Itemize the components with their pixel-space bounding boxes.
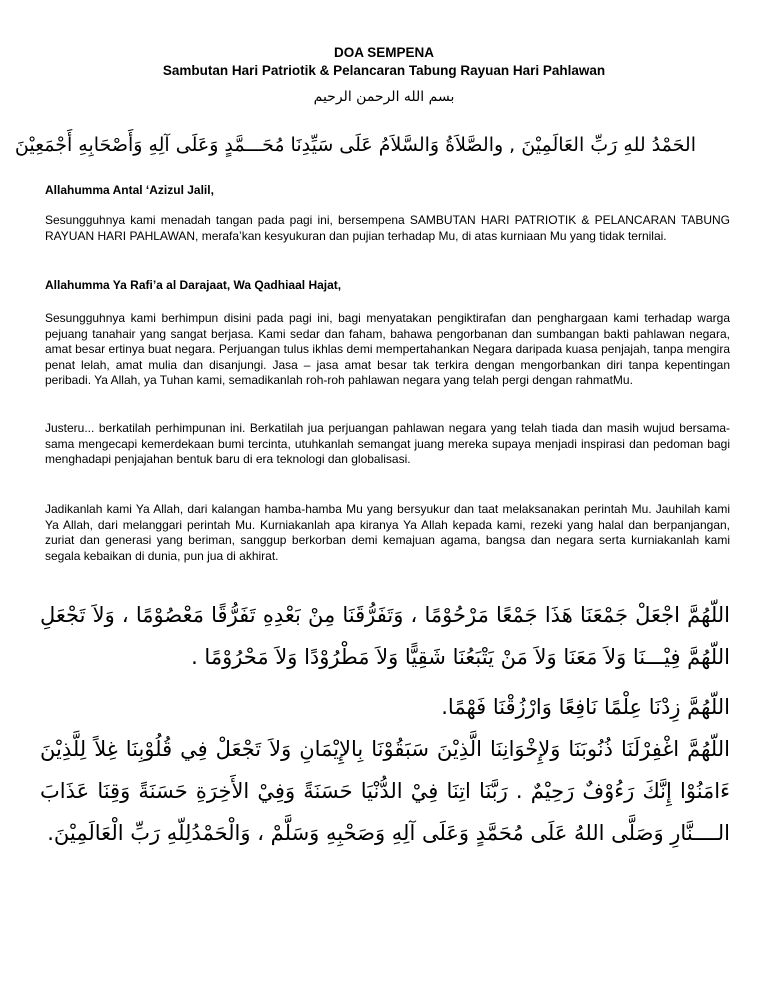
arabic-doa-forgiveness: اللّهُمَّ اغْفِرْلَنَا ذُنُوبَنَا وَلإِخْوَانِنَا الَّذِيْنَ سَبَقُوْنَا بِالإِيْمَانِ وَلاَ تَجْعَلْ فِي قُلُوْبِنَا غِلاً لِلَّذِيْنَ ءَامَنُوْا إِنَّكَ رَءُوْفٌ رَحِيْمٌ . رَبَّنَا اتِنَا فِيْ الدُّنْيَا حَسَنَةً وَفِيْ الأَخِرَةِ حَسَنَةً وَقِنَا عَذَابَ الــــنَّارِ وَصَلَّى اللهُ عَلَى مُحَمَّدٍ وَعَلَى آلِهِ وَصَحْبِهِ وَسَلَّمْ ، وَالْحَمْدُلِلّهِ رَبِّ الْعَالَمِيْنَ. bbox=[40, 737, 730, 845]
paragraph-jadikanlah: Jadikanlah kami Ya Allah, dari kalangan hamba-hamba Mu yang bersyukur dan taat melaksanakan perintah Mu. Jauhilah kami Ya Allah, dari melanggari perintah Mu. Kurniakanlah apa kiranya Ya Allah kepada kami, rezeki yang halal dan berpanjangan, zuriat dan generasi yang beriman, sanggup berkorban demi kemajuan agama, bangsa dan negara serta kurniakanlah kami segala kebaikan di dunia, pun jua di akhirat. bbox=[45, 502, 730, 563]
basmalah-text: بسم الله الرحمن الرحيم bbox=[313, 89, 455, 105]
paragraph-justeru: Justeru... berkatilah perhimpunan ini. Berkatilah jua perjuangan pahlawan negara yang telah tiada dan masih wujud bersama-sama mengecapi kemerdekaan bumi tercinta, utuhkanlah semangat juang mereka supaya menjadi inspirasi dan pedoman bagi menghadapi penjajahan bentuk baru di era teknologi dan globalisasi. bbox=[45, 421, 730, 467]
paragraph-opening: Sesungguhnya kami menadah tangan pada pagi ini, bersempena SAMBUTAN HARI PATRIOTIK & PELANCARAN TABUNG RAYUAN HARI PAHLAWAN, merafa’kan kesyukuran dan pujian terhadap Mu, di atas kurniaan Mu yang tidak ternilai. bbox=[45, 213, 730, 243]
heading-ya-rafia: Allahumma Ya Rafi’a al Darajaat, Wa Qadhiaal Hajat, bbox=[45, 278, 342, 292]
heading-antal-azizul-jalil: Allahumma Antal ‘Azizul Jalil, bbox=[45, 183, 214, 197]
arabic-doa-gathering: اللّهُمَّ اجْعَلْ جَمْعَنَا هَذَا جَمْعًا مَرْحُوْمًا ، وَتَفَرُّقَنَا مِنْ بَعْدِهِ تَفَرُّقًا مَعْصُوْمًا ، وَلاَ تَجْعَلِ اللّهُمَّ فِيْـــنَا وَلاَ مَعَنَا وَلاَ مَنْ يَتْبَعُنَا شَقِيًّا وَلاَ مَطْرُوْدًا وَلاَ مَحْرُوْمًا . bbox=[40, 603, 730, 669]
document-subtitle: Sambutan Hari Patriotik & Pelancaran Tabung Rayuan Hari Pahlawan bbox=[162, 63, 606, 78]
paragraph-gathering: Sesungguhnya kami berhimpun disini pada pagi ini, bagi menyatakan pengiktirafan dan penghargaan kami terhadap warga pejuang tanahair yang sangat berjasa. Kami sedar dan faham, bahawa pengorbanan dan sumbangan bakti pahlawan negara, amat besar ertinya buat negara. Perjuangan tulus ikhlas demi mempertahankan Negara daripada kuasa penjajah, tanpa mengira penat lelah, amat mulia dan disanjungi. Jasa – jasa amat besar tak terkira dengan mengorbankan diri tanpa kepentingan peribadi. Ya Allah, ya Tuhan kami, semadikanlah roh-roh pahlawan negara yang telah pergi dengan rahmatMu. bbox=[45, 311, 730, 388]
arabic-doa-knowledge: اللّهُمَّ زِدْنَا عِلْمًا نَافِعًا وَارْزُقْنَا فَهْمًا. bbox=[441, 695, 730, 719]
arabic-opening-praise: الحَمْدُ للهِ رَبِّ العَالَمِيْنَ , والصَّلاَةُ وَالسَّلاَمُ عَلَى سَيِّدِنَا مُحَـــمَّدٍ وَعَلَى آلِهِ وَأَصْحَابِهِ أَجْمَعِيْنَ bbox=[14, 134, 696, 156]
document-title: DOA SEMPENA bbox=[333, 45, 434, 60]
